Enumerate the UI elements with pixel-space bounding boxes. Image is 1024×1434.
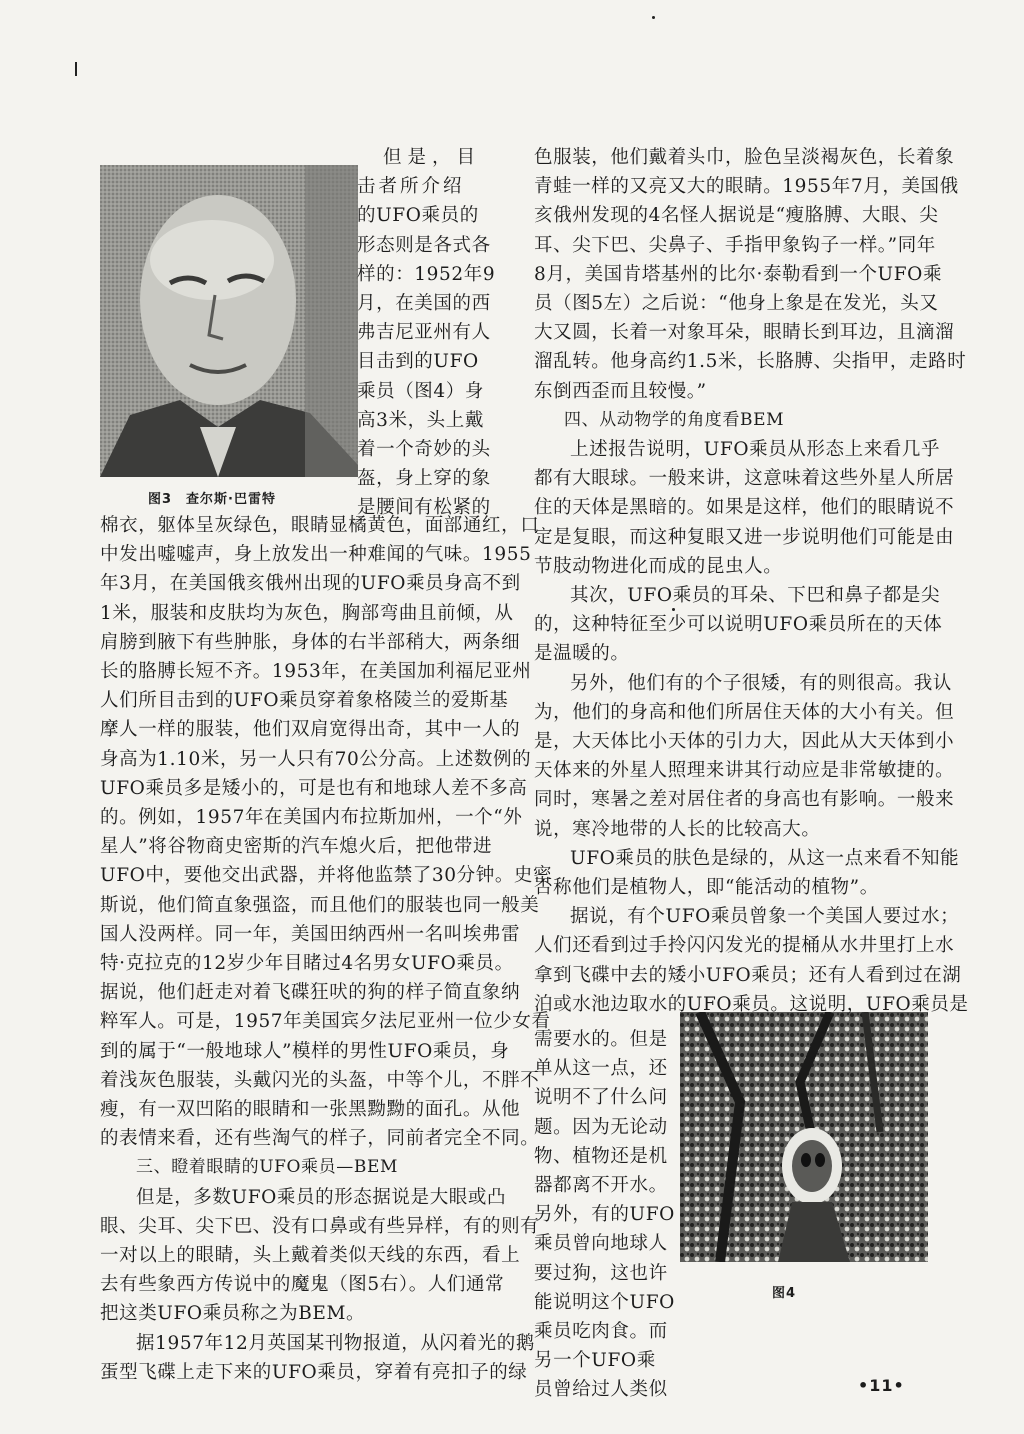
text-line: 年3月，在美国俄亥俄州出现的UFO乘员身高不到	[100, 573, 521, 595]
scan-speck	[75, 62, 77, 76]
text-line: 样的：1952年9	[357, 263, 496, 285]
text-line: 住的天体是黑暗的。如果是这样，他们的眼睛说不	[534, 497, 955, 519]
text-line: 瘦，有一双凹陷的眼睛和一张黑黝黝的面孔。从他	[100, 1099, 521, 1121]
text-line: 去有些象西方传说中的魔鬼（图5右）。人们通常	[100, 1274, 505, 1296]
right-wrap-text	[534, 1025, 674, 1405]
text-line: 国人没两样。同一年，美国田纳西州一名叫埃弗雷	[100, 923, 521, 945]
portrait-photo-drawing	[100, 165, 358, 477]
text-line: 盔，身上穿的象	[357, 468, 491, 490]
text-line: 一对以上的眼睛，头上戴着类似天线的东西，看上	[100, 1245, 521, 1267]
text-line: 据说，有个UFO乘员曾象一个美国人要过水；	[570, 906, 960, 928]
scan-speck	[652, 16, 655, 19]
ufo-occupant-drawing	[680, 1012, 928, 1262]
text-line: 溜乱转。他身高约1.5米，长胳膊、尖指甲，走路时	[534, 351, 967, 373]
text-line: 能说明这个UFO	[534, 1291, 675, 1313]
text-line: UFO中，要他交出武器，并将他监禁了30分钟。史密	[100, 865, 553, 887]
text-line: 其次，UFO乘员的耳朵、下巴和鼻子都是尖	[570, 585, 941, 607]
text-line: 定是复眼，而这种复眼又进一步说明他们可能是由	[534, 526, 955, 548]
text-line: 中发出嘘嘘声，身上放发出一种难闻的气味。1955	[100, 544, 532, 566]
text-line: 星人”将谷物商史密斯的汽车熄火后，把他带进	[100, 836, 493, 858]
text-line: 为，他们的身高和他们所居住天体的大小有关。但	[534, 701, 955, 723]
text-line: 但是，目	[383, 147, 482, 168]
text-line: 耳、尖下巴、尖鼻子、手指甲象钩子一样。”同年	[534, 234, 936, 256]
right-column-text	[534, 143, 969, 1019]
text-line: 乘员（图4）身	[357, 380, 484, 402]
text-line: 是，大天体比小天体的引力大，因此从大天体到小	[534, 731, 955, 753]
text-line: 乘员吃肉食。而	[534, 1321, 668, 1343]
text-line: 蛋型飞碟上走下来的UFO乘员，穿着有亮扣子的绿	[100, 1361, 528, 1383]
text-line: 需要水的。但是	[534, 1029, 668, 1050]
text-line: 上述报告说明，UFO乘员从形态上来看几乎	[570, 439, 941, 461]
text-line: 另外，他们有的个子很矮，有的则很高。我认	[570, 672, 953, 694]
text-line: 节肢动物进化而成的昆虫人。	[534, 555, 783, 577]
text-line: 青蛙一样的又亮又大的眼睛。1955年7月，美国俄	[534, 176, 959, 198]
text-line: 把这类UFO乘员称之为BEM。	[100, 1303, 366, 1325]
text-line: 否称他们是植物人，即“能活动的植物”。	[534, 877, 879, 899]
text-line: 器都离不开水。	[534, 1175, 668, 1197]
left-column-text	[100, 511, 553, 1387]
text-line: 物、植物还是机	[534, 1145, 668, 1167]
text-line: 泊或水池边取水的UFO乘员。这说明，UFO乘员是	[534, 993, 969, 1015]
text-line: 身高为1.10米，另一人只有70公分高。上述数例的	[100, 748, 532, 770]
text-line: 拿到飞碟中去的矮小UFO乘员；还有人看到过在湖	[534, 964, 962, 986]
text-line: 同时，寒暑之差对居住者的身高也有影响。一般来	[534, 789, 955, 811]
text-line: 的，这种特征至少可以说明UFO乘员所在的天体	[534, 614, 943, 636]
text-line: UFO乘员的肤色是绿的，从这一点来看不知能	[570, 847, 960, 869]
text-line: 单从这一点，还	[534, 1058, 668, 1080]
text-line: 粹军人。可是，1957年美国宾夕法尼亚州一位少女看	[100, 1011, 551, 1033]
text-line: 1米，服装和皮肤均为灰色，胸部弯曲且前倾，从	[100, 602, 514, 624]
text-line: 到的属于“一般地球人”模样的男性UFO乘员，身	[100, 1040, 510, 1062]
text-line: 着一个奇妙的头	[357, 439, 491, 461]
text-line: 天体来的外星人照理来讲其行动应是非常敏捷的。	[534, 760, 955, 782]
text-line: 但是，多数UFO乘员的形态据说是大眼或凸	[136, 1186, 507, 1208]
text-line: 另外，有的UFO	[534, 1204, 675, 1226]
figure-4-caption: 图4	[772, 1286, 797, 1301]
text-line: 题。因为无论动	[534, 1116, 668, 1138]
text-line: 说，寒冷地带的人长的比较高大。	[534, 818, 821, 840]
text-line: 眼、尖耳、尖下巴、没有口鼻或有些异样，有的则有	[100, 1215, 540, 1237]
text-line: 要过狗，这也许	[534, 1262, 668, 1284]
section-heading-4: 四、从动物学的角度看BEM	[564, 409, 785, 430]
text-line: 东倒西歪而且较慢。”	[534, 380, 707, 402]
text-line: 人们还看到过手拎闪闪发光的提桶从水井里打上水	[534, 935, 955, 957]
text-line: 另一个UFO乘	[534, 1350, 656, 1372]
text-line: 击者所介绍	[357, 176, 465, 198]
text-line: 是温暖的。	[534, 643, 630, 665]
text-line: 色服装，他们戴着头巾，脸色呈淡褐灰色，长着象	[534, 147, 955, 168]
text-line: 摩人一样的服装，他们双肩宽得出奇，其中一人的	[100, 719, 521, 741]
text-line: 的。例如，1957年在美国内布拉斯加州，一个“外	[100, 807, 523, 829]
portrait-photo	[100, 165, 358, 477]
text-line: 大又圆，长着一对象耳朵，眼睛长到耳边，且滴溜	[534, 322, 955, 344]
left-wrap-text	[357, 143, 497, 523]
text-line: 弗吉尼亚州有人	[357, 322, 491, 344]
text-line: 都有大眼球。一般来讲，这意味着这些外星人所居	[534, 468, 955, 490]
text-line: 员（图5左）之后说：“他身上象是在发光，头又	[534, 293, 939, 315]
page-number: •11•	[858, 1376, 905, 1395]
text-line: 形态则是各式各	[357, 234, 491, 256]
text-line: 据1957年12月英国某刊物报道，从闪着光的鹅	[136, 1332, 535, 1354]
ufo-occupant-photo	[680, 1012, 928, 1262]
text-line: UFO乘员多是矮小的，可是也有和地球人差不多高	[100, 777, 528, 799]
figure-3-caption: 图3 查尔斯·巴雷特	[148, 492, 276, 507]
text-line: 斯说，他们简直象强盗，而且他们的服装也同一般美	[100, 894, 540, 916]
text-line: 月，在美国的西	[357, 293, 491, 315]
text-line: 着浅灰色服装，头戴闪光的头盔，中等个儿，不胖不	[100, 1069, 540, 1091]
text-line: 特·克拉克的12岁少年目睹过4名男女UFO乘员。	[100, 953, 514, 975]
section-heading-3: 三、瞪着眼睛的UFO乘员—BEM	[136, 1157, 398, 1178]
text-line: 人们所目击到的UFO乘员穿着象格陵兰的爱斯基	[100, 690, 509, 712]
text-line: 棉衣，躯体呈灰绿色，眼睛显橘黄色，面部通红，口	[100, 515, 540, 536]
text-line: 员曾给过人类似	[534, 1379, 668, 1401]
text-line: 目击到的UFO	[357, 351, 479, 373]
text-line: 的表情来看，还有些淘气的样子，同前者完全不同。	[100, 1128, 540, 1150]
text-line: 长的胳膊长短不齐。1953年，在美国加利福尼亚州	[100, 661, 532, 683]
text-line: 高3米，头上戴	[357, 409, 484, 431]
text-line: 乘员曾向地球人	[534, 1233, 668, 1255]
text-line: 8月，美国肯塔基州的比尔·泰勒看到一个UFO乘	[534, 263, 943, 285]
text-line: 说明不了什么问	[534, 1087, 668, 1109]
text-line: 肩膀到腋下有些肿胀，身体的右半部稍大，两条细	[100, 631, 521, 653]
text-line: 的UFO乘员的	[357, 205, 479, 227]
text-line: 是腰间有松紧的	[357, 497, 491, 519]
text-line: 据说，他们赶走对着飞碟狂吠的狗的样子简直象纳	[100, 982, 521, 1004]
text-line: 亥俄州发现的4名怪人据说是“瘦胳膊、大眼、尖	[534, 205, 939, 227]
